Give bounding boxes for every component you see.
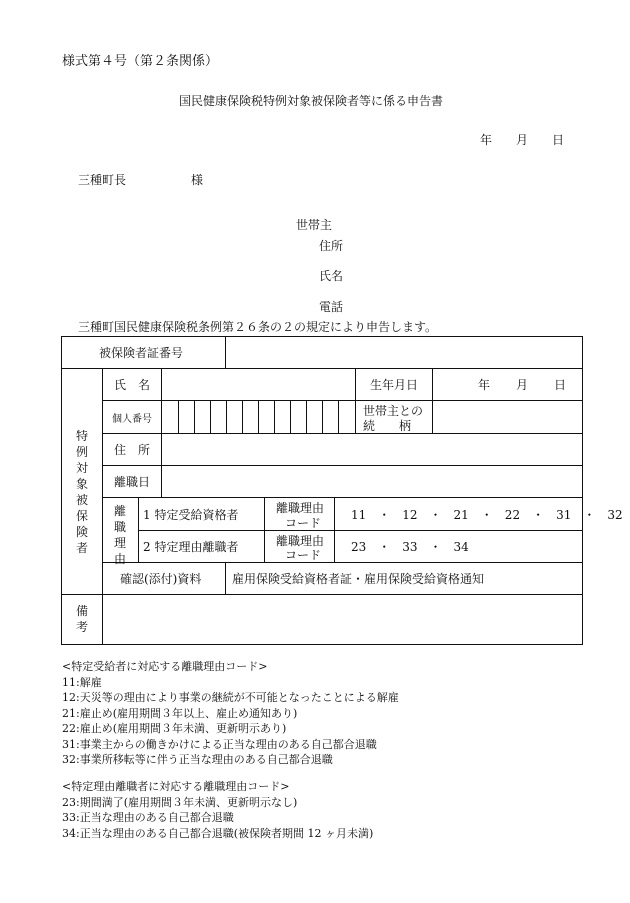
name-label: 氏名	[319, 269, 344, 283]
date-day-label: 日	[552, 133, 565, 147]
date-month-label: 月	[516, 133, 529, 147]
date-year-label: 年	[480, 133, 493, 147]
special-insured-side-label: 特 例 対 象 被 保 険 者	[75, 429, 88, 555]
notes1-heading: <特定受給者に対応する離職理由コード>	[62, 660, 268, 673]
personal-number-label: 個人番号	[112, 413, 152, 425]
relation-label-line2: 続 柄	[363, 419, 412, 433]
address-label: 住所	[319, 239, 344, 253]
birth-month-label: 月	[516, 378, 529, 392]
relation-label-line1: 世帯主との	[363, 404, 424, 418]
form-number: 様式第４号（第２条関係）	[62, 54, 219, 69]
insurance-number-label: 被保険者証番号	[99, 346, 184, 360]
retirement-date-label: 離職日	[114, 475, 151, 489]
confirmation-doc-label: 確認(添付)資料	[120, 572, 202, 586]
remarks-label: 備 考	[75, 604, 88, 634]
reason-codes-1: 11 ・ 12 ・ 21 ・ 22 ・ 31 ・ 32	[351, 507, 623, 522]
reason-codes-2: 23 ・ 33 ・ 34	[351, 540, 469, 554]
notes2-heading: <特定理由離職者に対応する離職理由コード>	[62, 780, 290, 793]
notes2-item: 33:正当な理由のある自己都合退職	[62, 811, 234, 824]
birth-day-label: 日	[554, 378, 567, 392]
code-label-2-line2: コード	[285, 548, 322, 562]
birth-date-label: 生年月日	[369, 378, 418, 392]
notes-section-1	[62, 659, 399, 768]
notes1-item: 31:事業主からの働きかけによる正当な理由のある自己都合退職	[62, 737, 377, 751]
confirmation-doc-value: 雇用保険受給資格者証・雇用保険受給資格通知	[232, 572, 485, 586]
code-label-1-line1: 離職理由	[276, 501, 325, 515]
person-name-label: 氏 名	[113, 378, 150, 392]
document-title: 国民健康保険税特例対象被保険者等に係る申告書	[179, 94, 444, 108]
notes2-item: 23:期間満了(雇用期間３年未満、更新明示なし)	[62, 795, 298, 809]
notes1-item: 21:雇止め(雇用期間３年以上、雇止め通知あり)	[62, 706, 298, 720]
notes-section-2	[62, 779, 373, 841]
reason2-label: 2 特定理由離職者	[143, 540, 239, 554]
household-head-label: 世帯主	[296, 218, 333, 232]
reason1-label: 1 特定受給資格者	[143, 507, 239, 522]
notes1-item: 11:解雇	[62, 675, 102, 689]
retirement-reason-side-label: 離 職 理 由	[113, 504, 126, 566]
code-label-1-line2: コード	[285, 516, 322, 530]
notes2-item: 34:正当な理由のある自己都合退職(被保険者期間 12 ヶ月未満)	[62, 826, 374, 840]
person-address-label: 住 所	[113, 443, 150, 457]
notes1-item: 32:事業所移転等に伴う正当な理由のある自己都合退職	[62, 753, 333, 766]
addressee: 三種町長	[78, 173, 127, 187]
phone-label: 電話	[319, 300, 344, 314]
declaration-text: 三種町国民健康保険税条例第２６条の２の規定により申告します。	[78, 320, 438, 334]
birth-year-label: 年	[478, 378, 491, 392]
code-label-2-line1: 離職理由	[276, 534, 325, 548]
honorific: 様	[191, 173, 204, 187]
notes1-item: 12:天災等の理由により事業の継続が不可能となったことによる解雇	[62, 691, 399, 704]
notes1-item: 22:雇止め(雇用期間３年未満、更新明示あり)	[62, 722, 287, 735]
